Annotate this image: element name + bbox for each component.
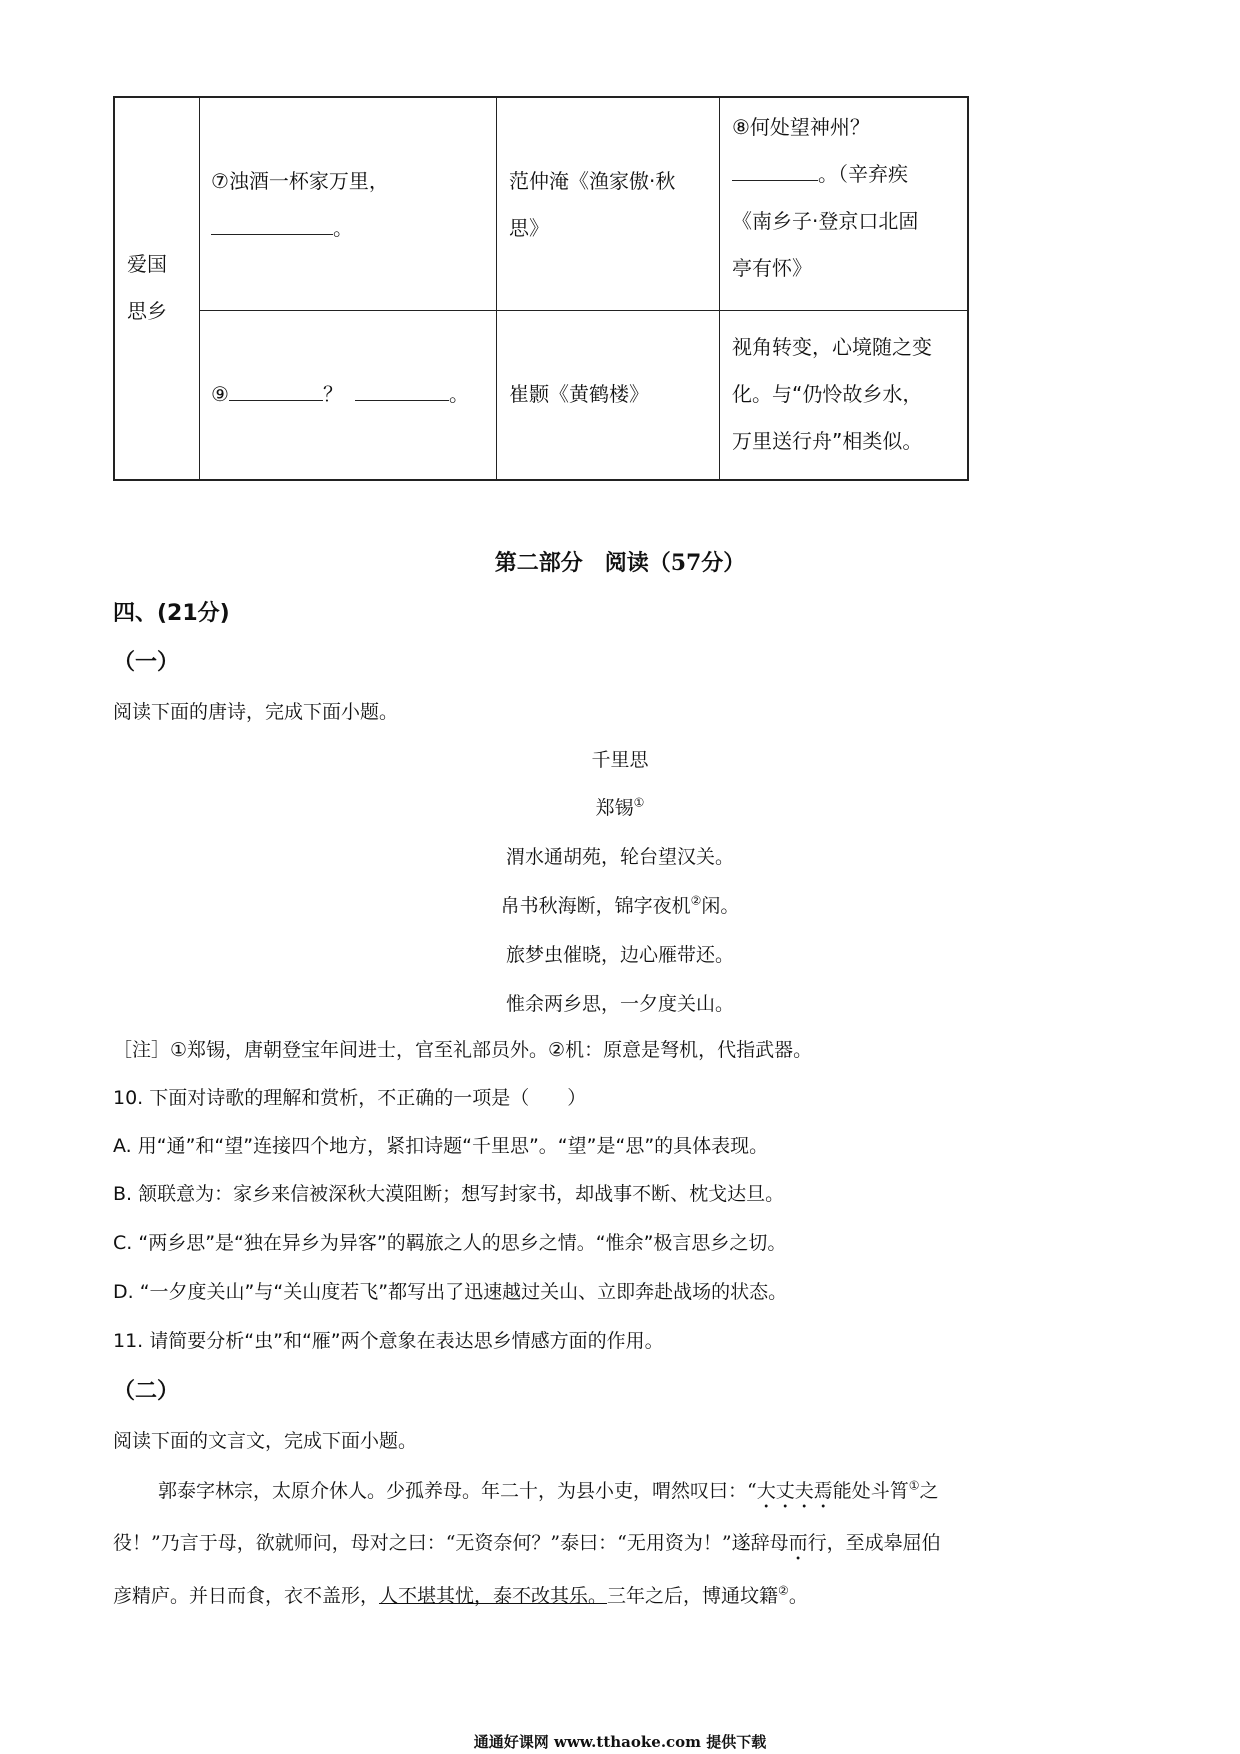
category-line: 爱国 xyxy=(127,252,167,276)
classical-text-underlined: 人不堪其忧，泰不改其乐。 xyxy=(379,1585,608,1607)
poem-line xyxy=(0,891,1240,918)
note-line: 化。与“仍怜故乡水， xyxy=(732,382,923,406)
poem-line: 惟余两乡思，一夕度关山。 xyxy=(505,993,734,1015)
classical-text: 三年之后，博通坟籍 xyxy=(607,1585,779,1607)
table-divider xyxy=(719,98,720,479)
classical-line xyxy=(113,1581,808,1608)
instruction: 阅读下面的唐诗，完成下面小题。 xyxy=(113,701,399,723)
row1-source xyxy=(509,158,675,252)
instruction: 阅读下面的文言文，完成下面小题。 xyxy=(113,1430,418,1452)
note-line: 亭有怀》 xyxy=(732,256,812,280)
classical-text: 行，至成皋屈伯 xyxy=(807,1532,941,1554)
option-d[interactable]: D. “一夕度关山”与“关山度若飞”都写出了迅速越过关山、立即奔赴战场的状态。 xyxy=(113,1281,788,1303)
footnote-marker: ① xyxy=(908,1478,920,1493)
part-title: 第二部分 阅读（57分） xyxy=(494,550,746,576)
fill-blank[interactable] xyxy=(732,158,818,181)
classical-text: 郭泰字林宗，太原介休人。少孤养母。年二十，为县小吏，喟然叹曰：“ xyxy=(158,1480,757,1502)
question-11: 11. 请简要分析“虫”和“雁”两个意象在表达思乡情感方面的作用。 xyxy=(113,1330,664,1352)
category-line: 思乡 xyxy=(127,299,167,323)
classical-text: 。 xyxy=(788,1585,808,1607)
table-divider xyxy=(199,98,200,479)
table-divider xyxy=(199,310,967,311)
poem-punct: ？ xyxy=(322,382,343,406)
option-b[interactable]: B. 颔联意为：家乡来信被深秋大漠阻断；想写封家书，却战事不断、枕戈达旦。 xyxy=(113,1183,785,1205)
poem-text: 帛书秋海断，锦字夜机 xyxy=(500,895,691,917)
note-line: ⑧何处望神州？ xyxy=(732,115,870,139)
category-cell xyxy=(127,241,167,335)
fill-blank[interactable] xyxy=(211,212,333,235)
section-heading: 四、(21分) xyxy=(113,601,230,626)
classical-text: 能处斗筲 xyxy=(832,1480,909,1502)
source-line: 思》 xyxy=(509,216,549,240)
row2-note xyxy=(732,324,932,465)
classical-text-dotted: 大丈夫焉 xyxy=(756,1480,833,1502)
row2-source: 崔颢《黄鹤楼》 xyxy=(509,382,649,406)
row2-poem xyxy=(211,371,469,418)
page-footer: 通通好课网 www.tthaoke.com 提供下载 xyxy=(473,1733,767,1751)
classical-line xyxy=(158,1476,939,1513)
classical-text: 役！”乃言于母，欲就师问，母对之曰：“无资奈何？”泰曰：“无用资为！”遂辞母 xyxy=(113,1532,789,1554)
poem-line: ⑦浊酒一杯家万里， xyxy=(211,169,389,193)
poem-punct: 。 xyxy=(333,216,353,240)
option-a[interactable]: A. 用“通”和“望”连接四个地方，紧扣诗题“千里思”。“望”是“思”的具体表现。 xyxy=(113,1135,769,1157)
poem-author xyxy=(0,793,1240,820)
table-divider xyxy=(496,98,497,479)
author-name: 郑锡 xyxy=(595,797,634,819)
subsection-heading: （一） xyxy=(113,650,180,675)
poem-line: 渭水通胡苑，轮台望汉关。 xyxy=(505,846,734,868)
poem-punct: 。 xyxy=(448,382,469,406)
poem-text: 闲。 xyxy=(701,895,740,917)
classical-line xyxy=(113,1528,941,1565)
fill-blank[interactable] xyxy=(229,378,323,401)
note-line xyxy=(732,151,918,198)
option-c[interactable]: C. “两乡思”是“独在异乡为异客”的羁旅之人的思乡之情。“惟余”极言思乡之切。 xyxy=(113,1232,787,1254)
poem-line: 旅梦虫催晓，边心雁带还。 xyxy=(505,944,734,966)
classical-text: 彦精庐。并日而食，衣不盖形， xyxy=(113,1585,380,1607)
subsection-heading: （二） xyxy=(113,1379,180,1404)
note-line: 《南乡子·登京口北固 xyxy=(732,209,919,233)
footnote-marker: ② xyxy=(690,893,702,908)
note-line: 万里送行舟”相类似。 xyxy=(732,429,923,453)
note-line: 视角转变，心境随之变 xyxy=(732,335,932,359)
footnote-marker: ② xyxy=(778,1583,789,1598)
source-line: 范仲淹《渔家傲·秋 xyxy=(509,169,676,193)
footnote: ［注］①郑锡，唐朝登宝年间进士，官至礼部员外。②机：原意是弩机，代指武器。 xyxy=(113,1039,813,1061)
note-text: 。（辛弃疾 xyxy=(818,162,908,186)
classical-text-dotted: 而 xyxy=(788,1532,808,1554)
footnote-marker: ① xyxy=(633,795,645,810)
row1-note xyxy=(732,104,918,292)
question-10: 10. 下面对诗歌的理解和赏析，不正确的一项是（ ） xyxy=(113,1087,587,1109)
poem-title: 千里思 xyxy=(591,749,649,771)
poetry-table xyxy=(113,96,969,481)
classical-text: 之 xyxy=(919,1480,939,1502)
fill-blank[interactable] xyxy=(355,378,449,401)
row1-poem xyxy=(211,158,389,252)
poem-number: ⑨ xyxy=(211,382,229,406)
poem-blank-line xyxy=(211,205,389,252)
